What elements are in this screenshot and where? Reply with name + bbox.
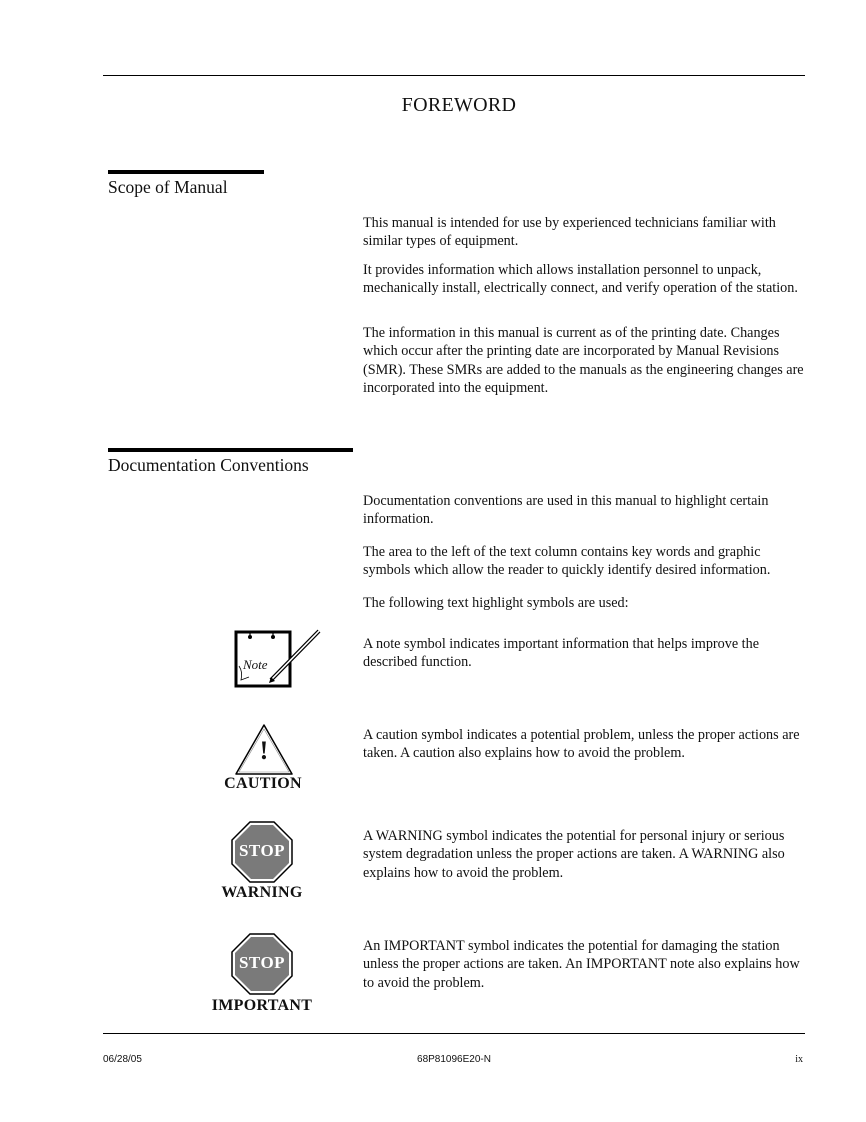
scope-section-bar: [108, 170, 264, 174]
scope-text-1: This manual is intended for use by experienced technicians familiar with similar types of equipment.: [363, 215, 776, 250]
scope-paragraph-1: [363, 214, 809, 251]
warning-stop-text: STOP: [238, 841, 286, 860]
footer-date: 06/28/05: [103, 1054, 142, 1065]
warning-label: WARNING: [221, 884, 303, 901]
conventions-paragraph-1: [363, 492, 809, 529]
scope-heading: Scope of Manual: [108, 177, 228, 197]
important-stop-text: STOP: [238, 953, 286, 972]
scope-paragraph-3: [363, 324, 809, 397]
footer-page-number: ix: [795, 1054, 803, 1065]
conventions-text-3: The following text highlight symbols are used:: [363, 595, 629, 611]
warning-symbol: [231, 821, 293, 883]
scope-text-3: The information in this manual is current as of the printing date. Changes which occur after the printing date are incorporated by Manual Revisions (SMR). These SMRs are added to the manuals as the engineering changes are incorporated into the equipment.: [363, 325, 804, 396]
scope-text-2: It provides information which allows installation personnel to unpack, mechanically install, electrically connect, and verify operation of the station.: [363, 262, 798, 297]
conventions-text-1: Documentation conventions are used in this manual to highlight certain information.: [363, 493, 769, 528]
conventions-heading: Documentation Conventions: [108, 455, 309, 475]
caution-exclamation: !: [259, 736, 269, 765]
note-symbol: [233, 628, 325, 690]
warning-text: A WARNING symbol indicates the potential for personal injury or serious system degradation unless the proper actions are taken. A WARNING also explains how to avoid the problem.: [363, 828, 785, 881]
note-description: [363, 635, 809, 672]
warning-description: [363, 827, 809, 882]
important-symbol: [231, 933, 293, 995]
page-title: FOREWORD: [401, 94, 517, 116]
scope-paragraph-2: [363, 261, 809, 298]
important-text: An IMPORTANT symbol indicates the potential for damaging the station unless the proper actions are taken. An IMPORTANT note also explains how to avoid the problem.: [363, 938, 800, 991]
conventions-text-2: The area to the left of the text column contains key words and graphic symbols which allow the reader to quickly identify desired information.: [363, 544, 771, 579]
important-label: IMPORTANT: [211, 997, 313, 1014]
caution-description: [363, 726, 809, 763]
footer-rule: [103, 1033, 805, 1034]
important-description: [363, 937, 809, 992]
footer-doc-number: 68P81096E20-N: [417, 1054, 491, 1065]
conventions-paragraph-2: [363, 543, 809, 580]
caution-symbol: [233, 722, 295, 778]
caution-label: CAUTION: [224, 775, 302, 792]
caution-text: A caution symbol indicates a potential problem, unless the proper actions are taken. A caution also explains how to avoid the problem.: [363, 727, 800, 762]
header-rule: [103, 75, 805, 76]
conventions-section-bar: [108, 448, 353, 452]
note-icon-text: Note: [243, 657, 268, 672]
note-text: A note symbol indicates important information that helps improve the described function.: [363, 636, 759, 671]
conventions-paragraph-3: [363, 594, 809, 612]
